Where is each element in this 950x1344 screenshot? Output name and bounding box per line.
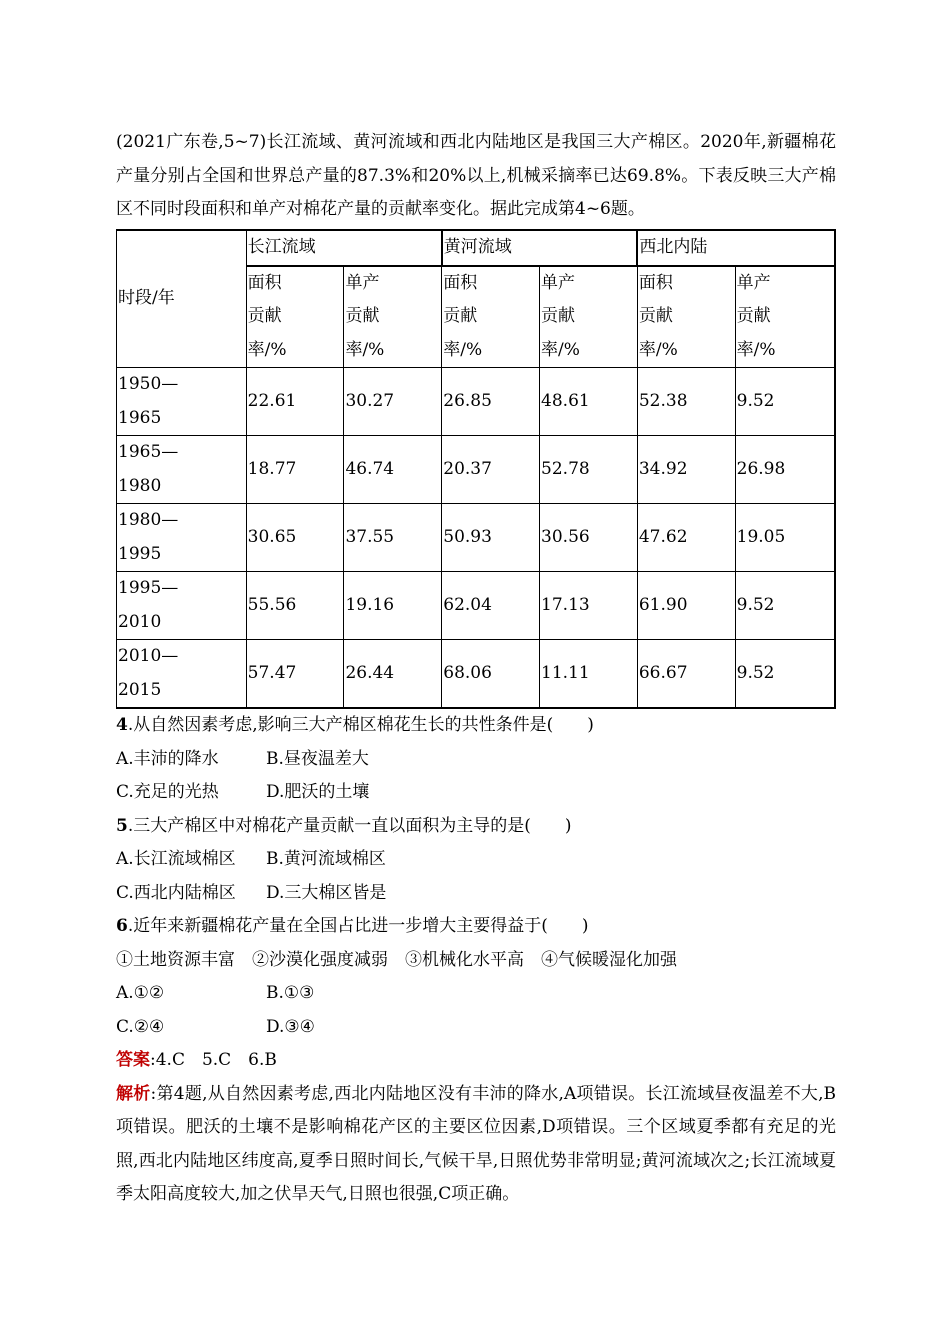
subheader-area: 面积 贡献 率/% xyxy=(246,266,344,368)
option-d[interactable]: D.肥沃的土壤 xyxy=(266,782,370,802)
table-row xyxy=(117,640,836,709)
option-c[interactable]: C.充足的光热 xyxy=(116,782,219,802)
value-cell: 9.52 xyxy=(735,572,835,640)
option-b[interactable]: B.①③ xyxy=(266,983,315,1003)
option-a[interactable]: A.丰沛的降水 xyxy=(116,748,219,769)
question-4-options-row-1 xyxy=(116,743,836,777)
value-cell: 47.62 xyxy=(637,504,735,572)
question-text: .近年来新疆棉花产量在全国占比进一步增大主要得益于( ) xyxy=(127,916,589,936)
question-6-options-row-2 xyxy=(116,1011,836,1045)
value-cell: 37.55 xyxy=(344,504,442,572)
table-row xyxy=(117,436,836,504)
value-cell: 30.65 xyxy=(246,504,344,572)
value-cell: 66.67 xyxy=(637,640,735,709)
period-cell: 2010— 2015 xyxy=(117,640,247,709)
answer-text: :4.C 5.C 6.B xyxy=(150,1050,277,1070)
value-cell: 48.61 xyxy=(540,368,638,436)
document-page xyxy=(116,126,836,1212)
explanation-label: 解析 xyxy=(116,1083,151,1104)
value-cell: 26.85 xyxy=(442,368,540,436)
question-6-options-row-1 xyxy=(116,977,836,1011)
value-cell: 18.77 xyxy=(246,436,344,504)
period-cell: 1950— 1965 xyxy=(117,368,247,436)
value-cell: 9.52 xyxy=(735,368,835,436)
value-cell: 11.11 xyxy=(540,640,638,709)
subheader-yield: 单产 贡献 率/% xyxy=(540,266,638,368)
region-header-xibei: 西北内陆 xyxy=(637,230,835,266)
table-row xyxy=(117,368,836,436)
cotton-contribution-table xyxy=(116,229,836,710)
question-6-items: ①土地资源丰富 ②沙漠化强度减弱 ③机械化水平高 ④气候暖湿化加强 xyxy=(116,949,677,970)
intro-paragraph: (2021广东卷,5~7)长江流域、黄河流域和西北内陆地区是我国三大产棉区。2020年,新疆棉花产量分别占全国和世界总产量的87.3%和20%以上,机械采摘率已达69.8%。下表反映三大产棉区不同时段面积和单产对棉花产量的贡献率变化。据此完成第4~6题。 xyxy=(116,132,836,219)
value-cell: 52.78 xyxy=(540,436,638,504)
option-a[interactable]: A.①② xyxy=(116,983,165,1003)
option-c[interactable]: C.西北内陆棉区 xyxy=(116,882,236,903)
question-5 xyxy=(116,810,836,844)
value-cell: 26.44 xyxy=(344,640,442,709)
value-cell: 34.92 xyxy=(637,436,735,504)
subheader-yield: 单产 贡献 率/% xyxy=(344,266,442,368)
value-cell: 19.16 xyxy=(344,572,442,640)
period-cell: 1980— 1995 xyxy=(117,504,247,572)
value-cell: 30.56 xyxy=(540,504,638,572)
question-number: 6 xyxy=(116,916,128,936)
period-header: 时段/年 xyxy=(117,230,247,368)
value-cell: 17.13 xyxy=(540,572,638,640)
explanation-text: :第4题,从自然因素考虑,西北内陆地区没有丰沛的降水,A项错误。长江流域昼夜温差不大,B项错误。肥沃的土壤不是影响棉花产区的主要区位因素,D项错误。三个区域夏季都有充足的光照,西北内陆地区纬度高,夏季日照时间长,气候干旱,日照优势非常明显;黄河流域次之;长江流域夏季太阳高度较大,加之伏旱天气,日照也很强,C项正确。 xyxy=(116,1083,836,1204)
answer-label: 答案 xyxy=(116,1050,150,1070)
value-cell: 61.90 xyxy=(637,572,735,640)
value-cell: 55.56 xyxy=(246,572,344,640)
table-row xyxy=(117,572,836,640)
period-cell: 1965— 1980 xyxy=(117,436,247,504)
option-d[interactable]: D.三大棉区皆是 xyxy=(266,882,387,903)
question-number: 4 xyxy=(116,715,128,735)
question-text: .三大产棉区中对棉花产量贡献一直以面积为主导的是( ) xyxy=(127,815,572,836)
table-row xyxy=(117,504,836,572)
question-5-options-row-2 xyxy=(116,877,836,911)
question-4-options-row-2 xyxy=(116,776,836,810)
value-cell: 52.38 xyxy=(637,368,735,436)
subheader-area: 面积 贡献 率/% xyxy=(442,266,540,368)
value-cell: 30.27 xyxy=(344,368,442,436)
question-5-options-row-1 xyxy=(116,843,836,877)
option-b[interactable]: B.昼夜温差大 xyxy=(266,748,369,769)
value-cell: 26.98 xyxy=(735,436,835,504)
subheader-yield: 单产 贡献 率/% xyxy=(735,266,835,368)
explanation-paragraph xyxy=(116,1078,836,1212)
value-cell: 9.52 xyxy=(735,640,835,709)
option-d[interactable]: D.③④ xyxy=(266,1016,315,1037)
value-cell: 22.61 xyxy=(246,368,344,436)
value-cell: 46.74 xyxy=(344,436,442,504)
question-4 xyxy=(116,709,836,743)
option-b[interactable]: B.黄河流域棉区 xyxy=(266,849,386,869)
value-cell: 19.05 xyxy=(735,504,835,572)
value-cell: 57.47 xyxy=(246,640,344,709)
question-number: 5 xyxy=(116,815,128,836)
question-text: .从自然因素考虑,影响三大产棉区棉花生长的共性条件是( ) xyxy=(127,715,594,735)
region-header-changjiang: 长江流域 xyxy=(246,230,442,266)
value-cell: 68.06 xyxy=(442,640,540,709)
subheader-area: 面积 贡献 率/% xyxy=(637,266,735,368)
question-6 xyxy=(116,910,836,944)
value-cell: 20.37 xyxy=(442,436,540,504)
region-header-huanghe: 黄河流域 xyxy=(442,230,638,266)
answer-line xyxy=(116,1044,836,1078)
option-a[interactable]: A.长江流域棉区 xyxy=(116,849,236,869)
period-cell: 1995— 2010 xyxy=(117,572,247,640)
option-c[interactable]: C.②④ xyxy=(116,1016,165,1037)
value-cell: 50.93 xyxy=(442,504,540,572)
value-cell: 62.04 xyxy=(442,572,540,640)
